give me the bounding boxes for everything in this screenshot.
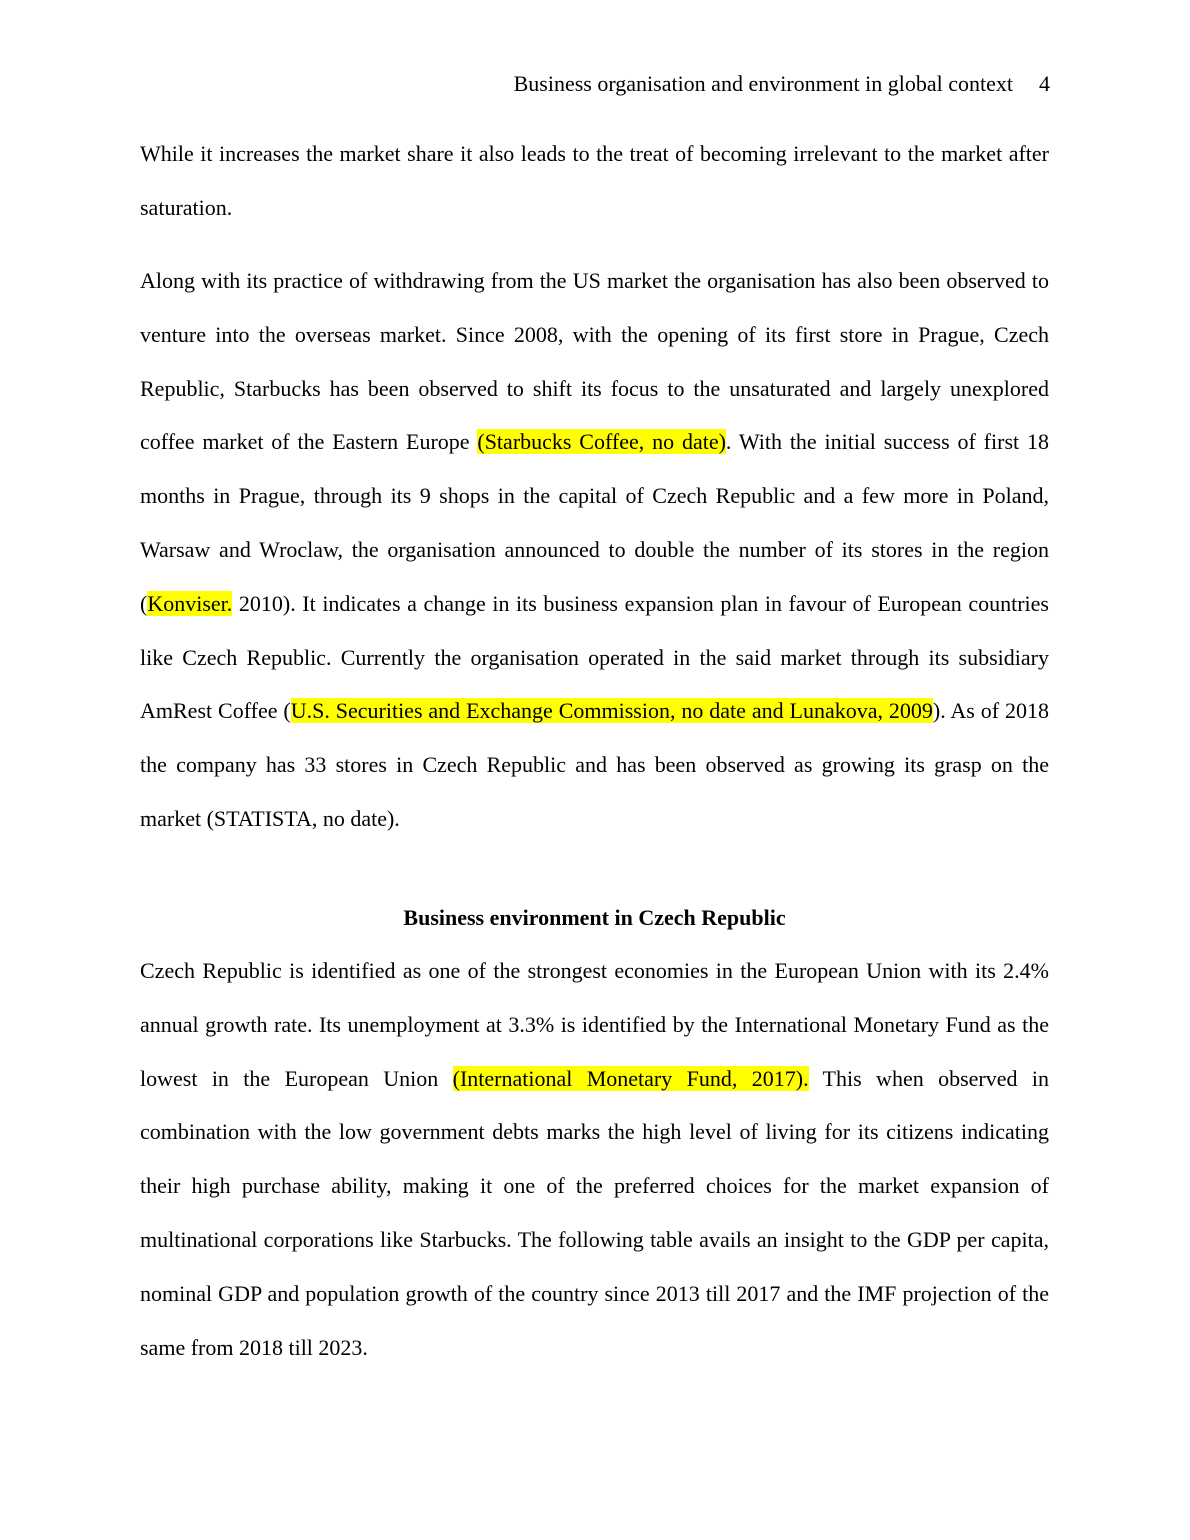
paragraph-3 <box>140 944 1049 1374</box>
citation-sec-lunakova: U.S. Securities and Exchange Commission, no date and Lunakova, 2009 <box>290 698 933 724</box>
paragraph-3-text-2: This when observed in combination with the low government debts marks the high level of living for its citizens indicating their high purchase ability, making it one of the preferred choices for the market expansion of multinational corporations like Starbucks. The following table avails an insight to the GDP per capita, nominal GDP and population growth of the country since 2013 till 2017 and the IMF projection of the same from 2018 till 2023. <box>140 1065 1049 1360</box>
page-number: 4 <box>1039 71 1050 96</box>
page-header <box>514 70 1050 98</box>
paragraph-2 <box>140 254 1049 846</box>
paragraph-1 <box>140 127 1049 235</box>
paragraph-1-text: While it increases the market share it also leads to the treat of becoming irrelevant to the market after saturation. <box>140 141 1049 220</box>
paragraph-2-text-3: 2010). It indicates a change in its business expansion plan in favour of European countries like Czech Republic. Currently the organisation operated in the said market through its subsidiary AmRest Coffee ( <box>140 590 1049 724</box>
running-title: Business organisation and environment in global context <box>513 71 1013 96</box>
section-heading: Business environment in Czech Republic <box>403 905 786 930</box>
paragraph-2-text-4: ). As of 2018 the company has 33 stores in Czech Republic and has been observed as growing its grasp on the market (STATISTA, no date). <box>140 698 1050 831</box>
citation-konviser: Konviser. <box>147 590 233 616</box>
paragraph-2-text-1: Along with its practice of withdrawing from the US market the organisation has also been observed to venture into the overseas market. Since 2008, with the opening of its first store in Prague, Czech Republic, Starbucks has been observed to shift its focus to the unsaturated and largely unexplored coffee market of the Eastern Europe <box>140 268 1049 455</box>
paragraph-2-text-2: . With the initial success of first 18 months in Prague, through its 9 shops in the capital of Czech Republic and a few more in Poland, Warsaw and Wroclaw, the organisation announced to double the number of its stores in the region ( <box>140 429 1049 616</box>
citation-imf: (International Monetary Fund, 2017). <box>452 1065 809 1091</box>
paragraph-3-text-1: Czech Republic is identified as one of the strongest economies in the European Union with its 2.4% annual growth rate. Its unemployment at 3.3% is identified by the International Monetary Fund as the lowest in the European Union <box>140 958 1049 1091</box>
citation-starbucks-coffee: (Starbucks Coffee, no date) <box>477 429 726 455</box>
